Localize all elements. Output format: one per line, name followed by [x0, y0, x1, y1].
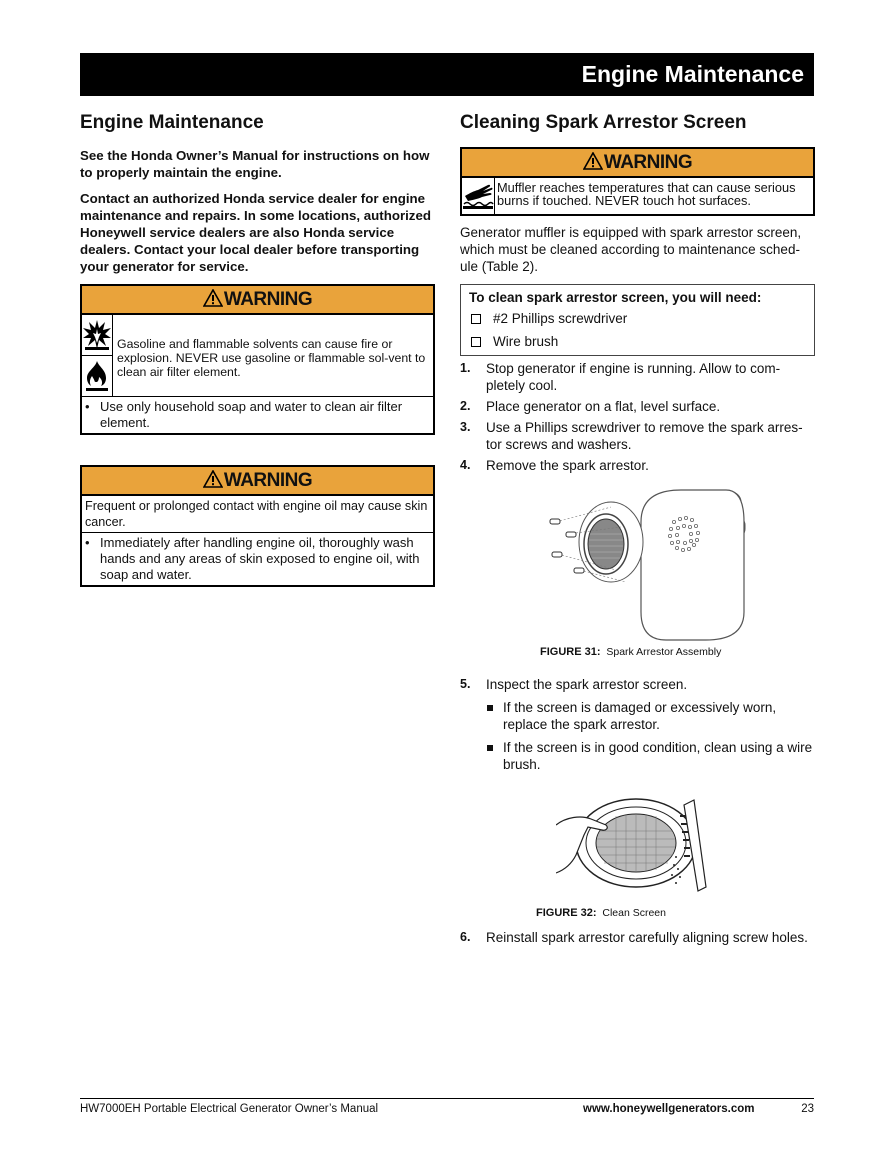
warning-bullet: • Immediately after handling engine oil, thoroughly wash hands and any areas of skin exposed to engine oil, with soap and water.	[85, 535, 420, 582]
step-item: 4. Remove the spark arrestor.	[460, 458, 649, 473]
left-column	[80, 112, 435, 587]
warning-triangle-icon	[203, 470, 223, 488]
sub-bullet: If the screen is damaged or excessively worn, replace the spark arrestor.	[487, 699, 815, 733]
clean-screen-illustration	[556, 795, 721, 895]
step-item: 6. Reinstall spark arrestor carefully aligning screw holes.	[460, 930, 808, 945]
tool-item: #2 Phillips screwdriver	[471, 310, 806, 327]
bullet-square-icon	[487, 705, 493, 711]
footer-title: HW7000EH Portable Electrical Generator Owner’s Manual	[80, 1103, 379, 1115]
step-item: 1. Stop generator if engine is running. Allow to com-pletely cool.	[460, 361, 781, 393]
warning-box-hot	[460, 147, 815, 216]
warning-text: Gasoline and flammable solvents can cause fire or explosion. NEVER use gasoline or flammable sol-vent to clean air filter element.	[117, 337, 426, 379]
intro-paragraph: Generator muffler is equipped with spark arrestor screen, which must be cleaned according to maintenance sched-ule (Table 2).	[460, 225, 802, 274]
banner-title: Engine Maintenance	[581, 61, 804, 87]
warning-box-oil	[80, 465, 435, 587]
tools-needed-box	[460, 284, 815, 356]
fire-icon	[82, 356, 112, 396]
right-column	[460, 112, 815, 946]
checkbox-icon	[471, 337, 481, 347]
warning-text: Muffler reaches temperatures that can cause serious burns if touched. NEVER touch hot surfaces.	[497, 180, 796, 208]
warning-bullet: • Use only household soap and water to clean air filter element.	[85, 399, 403, 430]
warning-box-fire	[80, 284, 435, 435]
warning-triangle-icon	[203, 289, 223, 307]
warning-title: WARNING	[223, 289, 313, 310]
warning-title: WARNING	[223, 470, 313, 491]
section-heading: Cleaning Spark Arrestor Screen	[460, 112, 747, 133]
figure-31	[460, 482, 815, 668]
warning-header	[82, 286, 433, 315]
warning-header	[82, 467, 433, 496]
tool-item: Wire brush	[471, 333, 806, 350]
figure-32	[460, 795, 815, 923]
warning-header	[462, 149, 813, 178]
page-footer	[80, 1098, 814, 1115]
checkbox-icon	[471, 314, 481, 324]
header-banner	[80, 53, 814, 96]
sub-bullet: If the screen is in good condition, clean using a wire brush.	[487, 739, 815, 773]
footer-website-link[interactable]: www.honeywellgenerators.com	[583, 1103, 755, 1115]
figure-caption: FIGURE 32: Clean Screen	[536, 907, 666, 919]
paragraph: Contact an authorized Honda service dealer for engine maintenance and repairs. In some locations, authorized Honeywell service dealers are also Honda service dealers. Contact your local dealer before transporting your generator for service.	[80, 191, 431, 274]
hot-surface-icon	[462, 178, 494, 214]
paragraph: See the Honda Owner’s Manual for instructions on how to properly maintain the engine.	[80, 148, 430, 180]
warning-triangle-icon	[583, 152, 603, 170]
explosion-icon	[82, 315, 112, 356]
warning-title: WARNING	[603, 152, 693, 173]
step-item: 3. Use a Phillips screwdriver to remove the spark arres-tor screws and washers.	[460, 420, 803, 452]
section-heading: Engine Maintenance	[80, 112, 264, 133]
warning-text: Frequent or prolonged contact with engine oil may cause skin cancer.	[85, 499, 428, 529]
spark-arrestor-assembly-illustration	[546, 482, 746, 642]
step-item: 5. Inspect the spark arrestor screen.	[460, 677, 688, 692]
bullet-square-icon	[487, 745, 493, 751]
page-number: 23	[801, 1103, 814, 1115]
figure-caption: FIGURE 31: Spark Arrestor Assembly	[540, 646, 722, 658]
step-item: 2. Place generator on a flat, level surface.	[460, 399, 721, 414]
tools-needed-title: To clean spark arrestor screen, you will need:	[469, 290, 762, 305]
